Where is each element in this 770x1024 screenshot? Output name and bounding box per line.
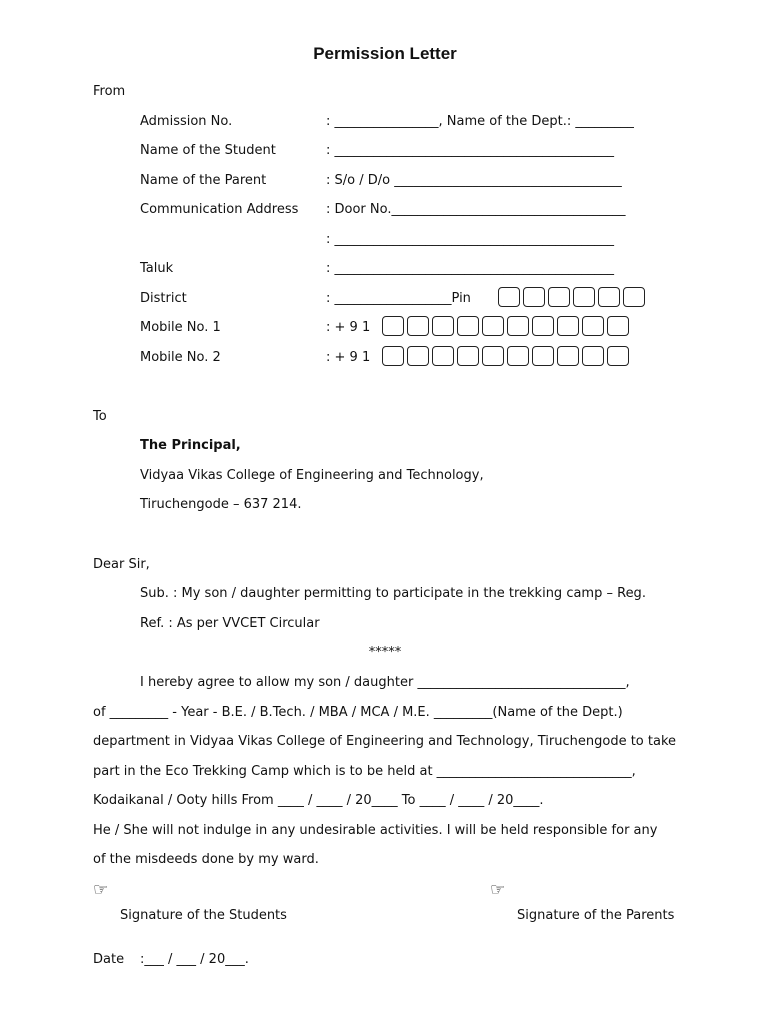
digit-box <box>457 316 479 336</box>
district-label: District <box>140 291 187 306</box>
mobile1-boxes <box>382 316 629 336</box>
to-label: To <box>93 409 107 424</box>
digit-box <box>582 346 604 366</box>
pin-box <box>573 287 595 307</box>
recipient-line2: Tiruchengode – 637 214. <box>140 497 302 512</box>
body-line-5: Kodaikanal / Ooty hills From ____ / ____ / 20____ To ____ / ____ / 20____. <box>93 793 544 808</box>
parent-signature-label: Signature of the Parents <box>517 908 675 923</box>
student-name-label: Name of the Student <box>140 143 276 158</box>
date-label: Date <box>93 952 125 967</box>
digit-box <box>407 316 429 336</box>
recipient-title: The Principal, <box>140 438 241 453</box>
pointing-hand-icon: ☞ <box>93 880 109 900</box>
body-line-3: department in Vidyaa Vikas College of Engineering and Technology, Tiruchengode to take <box>93 734 677 749</box>
body-line-2: of _________ - Year - B.E. / B.Tech. / MBA / MCA / M.E. _________(Name of the Dept.) <box>93 705 623 720</box>
date-value: :___ / ___ / 20___. <box>140 952 249 967</box>
district-value: : __________________Pin <box>326 291 471 306</box>
pin-boxes <box>498 287 645 307</box>
address-value: : Door No.____________________________________ <box>326 202 626 217</box>
body-line-6: He / She will not indulge in any undesirable activities. I will be held responsible for any <box>93 823 658 838</box>
digit-box <box>382 346 404 366</box>
digit-box <box>507 316 529 336</box>
salutation: Dear Sir, <box>93 557 150 572</box>
pin-box <box>623 287 645 307</box>
pin-box <box>498 287 520 307</box>
address-label: Communication Address <box>140 202 299 217</box>
digit-box <box>607 346 629 366</box>
body-line-4: part in the Eco Trekking Camp which is to be held at ______________________________, <box>93 764 636 779</box>
subject-line: Sub. : My son / daughter permitting to participate in the trekking camp – Reg. <box>140 586 646 601</box>
pointing-hand-icon: ☞ <box>490 880 506 900</box>
from-label: From <box>93 84 126 99</box>
mobile1-label: Mobile No. 1 <box>140 320 221 335</box>
digit-box <box>557 316 579 336</box>
digit-box <box>482 316 504 336</box>
digit-box <box>482 346 504 366</box>
address-line2-value: : ___________________________________________ <box>326 232 615 247</box>
mobile2-label: Mobile No. 2 <box>140 350 221 365</box>
mobile1-prefix: : + 9 1 <box>326 320 371 335</box>
pin-box <box>598 287 620 307</box>
digit-box <box>457 346 479 366</box>
body-line-7: of the misdeeds done by my ward. <box>93 852 319 867</box>
pin-box <box>548 287 570 307</box>
taluk-value: : ___________________________________________ <box>326 261 615 276</box>
admission-value: : ________________, Name of the Dept.: _________ <box>326 114 634 129</box>
parent-name-label: Name of the Parent <box>140 173 267 188</box>
recipient-line1: Vidyaa Vikas College of Engineering and Technology, <box>140 468 484 483</box>
parent-name-value: : S/o / D/o ___________________________________ <box>326 173 622 188</box>
digit-box <box>582 316 604 336</box>
separator-stars: ***** <box>368 645 402 660</box>
student-name-value: : ___________________________________________ <box>326 143 615 158</box>
body-line-1: I hereby agree to allow my son / daughter ________________________________, <box>140 675 630 690</box>
digit-box <box>432 346 454 366</box>
reference-line: Ref. : As per VVCET Circular <box>140 616 320 631</box>
page-title: Permission Letter <box>313 44 457 63</box>
digit-box <box>557 346 579 366</box>
digit-box <box>382 316 404 336</box>
mobile2-boxes <box>382 346 629 366</box>
mobile2-prefix: : + 9 1 <box>326 350 371 365</box>
student-signature-label: Signature of the Students <box>120 908 287 923</box>
taluk-label: Taluk <box>140 261 174 276</box>
digit-box <box>507 346 529 366</box>
digit-box <box>607 316 629 336</box>
digit-box <box>432 316 454 336</box>
admission-label: Admission No. <box>140 114 233 129</box>
digit-box <box>407 346 429 366</box>
digit-box <box>532 346 554 366</box>
pin-box <box>523 287 545 307</box>
digit-box <box>532 316 554 336</box>
